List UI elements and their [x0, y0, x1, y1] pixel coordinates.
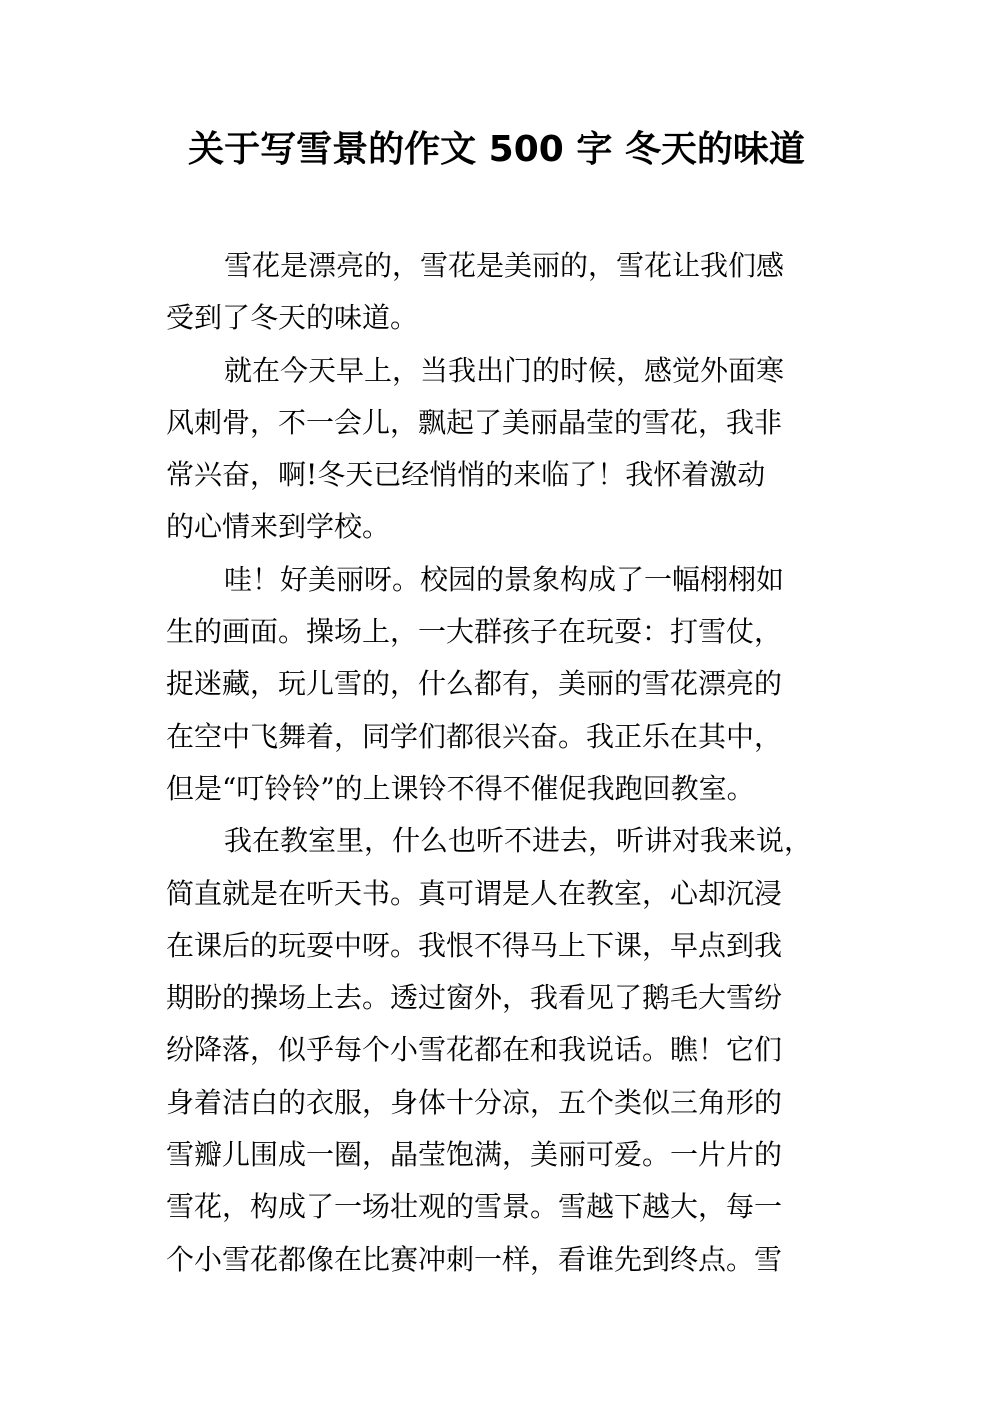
- paragraph-line: 在课后的玩耍中呀。我恨不得马上下课，早点到我: [166, 928, 783, 962]
- paragraph-line: 我在教室里，什么也听不进去，听讲对我来说，: [224, 824, 813, 858]
- paragraph-line: 就在今天早上，当我出门的时候，感觉外面寒: [224, 353, 785, 387]
- paragraph-line: 在空中飞舞着，同学们都很兴奋。我正乐在其中，: [166, 719, 783, 753]
- paragraph-line: 雪花是漂亮的，雪花是美丽的，雪花让我们感: [224, 249, 785, 282]
- paragraph-line: 捉迷藏，玩儿雪的，什么都有，美丽的雪花漂亮的: [166, 667, 783, 701]
- document-body: [166, 240, 846, 1286]
- paragraph-line: 常兴奋，啊!冬天已经悄悄的来临了！我怀着激动: [166, 458, 766, 492]
- paragraph-line: 但是“叮铃铃”的上课铃不得不催促我跑回教室。: [166, 771, 755, 805]
- paragraph-line: 雪瓣儿围成一圈，晶莹饱满，美丽可爱。一片片的: [166, 1138, 783, 1172]
- paragraph-line: 受到了冬天的味道。: [166, 301, 419, 335]
- paragraph-line: 生的画面。操场上，一大群孩子在玩耍：打雪仗，: [166, 615, 783, 649]
- paragraph-line: 雪花，构成了一场壮观的雪景。雪越下越大，每一: [166, 1190, 783, 1224]
- paragraph-line: 简直就是在听天书。真可谓是人在教室，心却沉浸: [166, 876, 783, 910]
- paragraph-line: 的心情来到学校。: [166, 510, 391, 544]
- paragraph-line: 哇！好美丽呀。校园的景象构成了一幅栩栩如: [224, 562, 785, 596]
- document-title: 关于写雪景的作文 500 字 冬天的味道: [188, 129, 805, 170]
- paragraph-line: 期盼的操场上去。透过窗外，我看见了鹅毛大雪纷: [166, 981, 783, 1015]
- paragraph-line: 身着洁白的衣服，身体十分凉，五个类似三角形的: [166, 1085, 783, 1119]
- paragraph-line: 个小雪花都像在比赛冲刺一样，看谁先到终点。雪: [166, 1242, 783, 1276]
- paragraph-line: 风刺骨，不一会儿，飘起了美丽晶莹的雪花，我非: [166, 405, 783, 439]
- paragraph-line: 纷降落，似乎每个小雪花都在和我说话。瞧！它们: [166, 1033, 783, 1067]
